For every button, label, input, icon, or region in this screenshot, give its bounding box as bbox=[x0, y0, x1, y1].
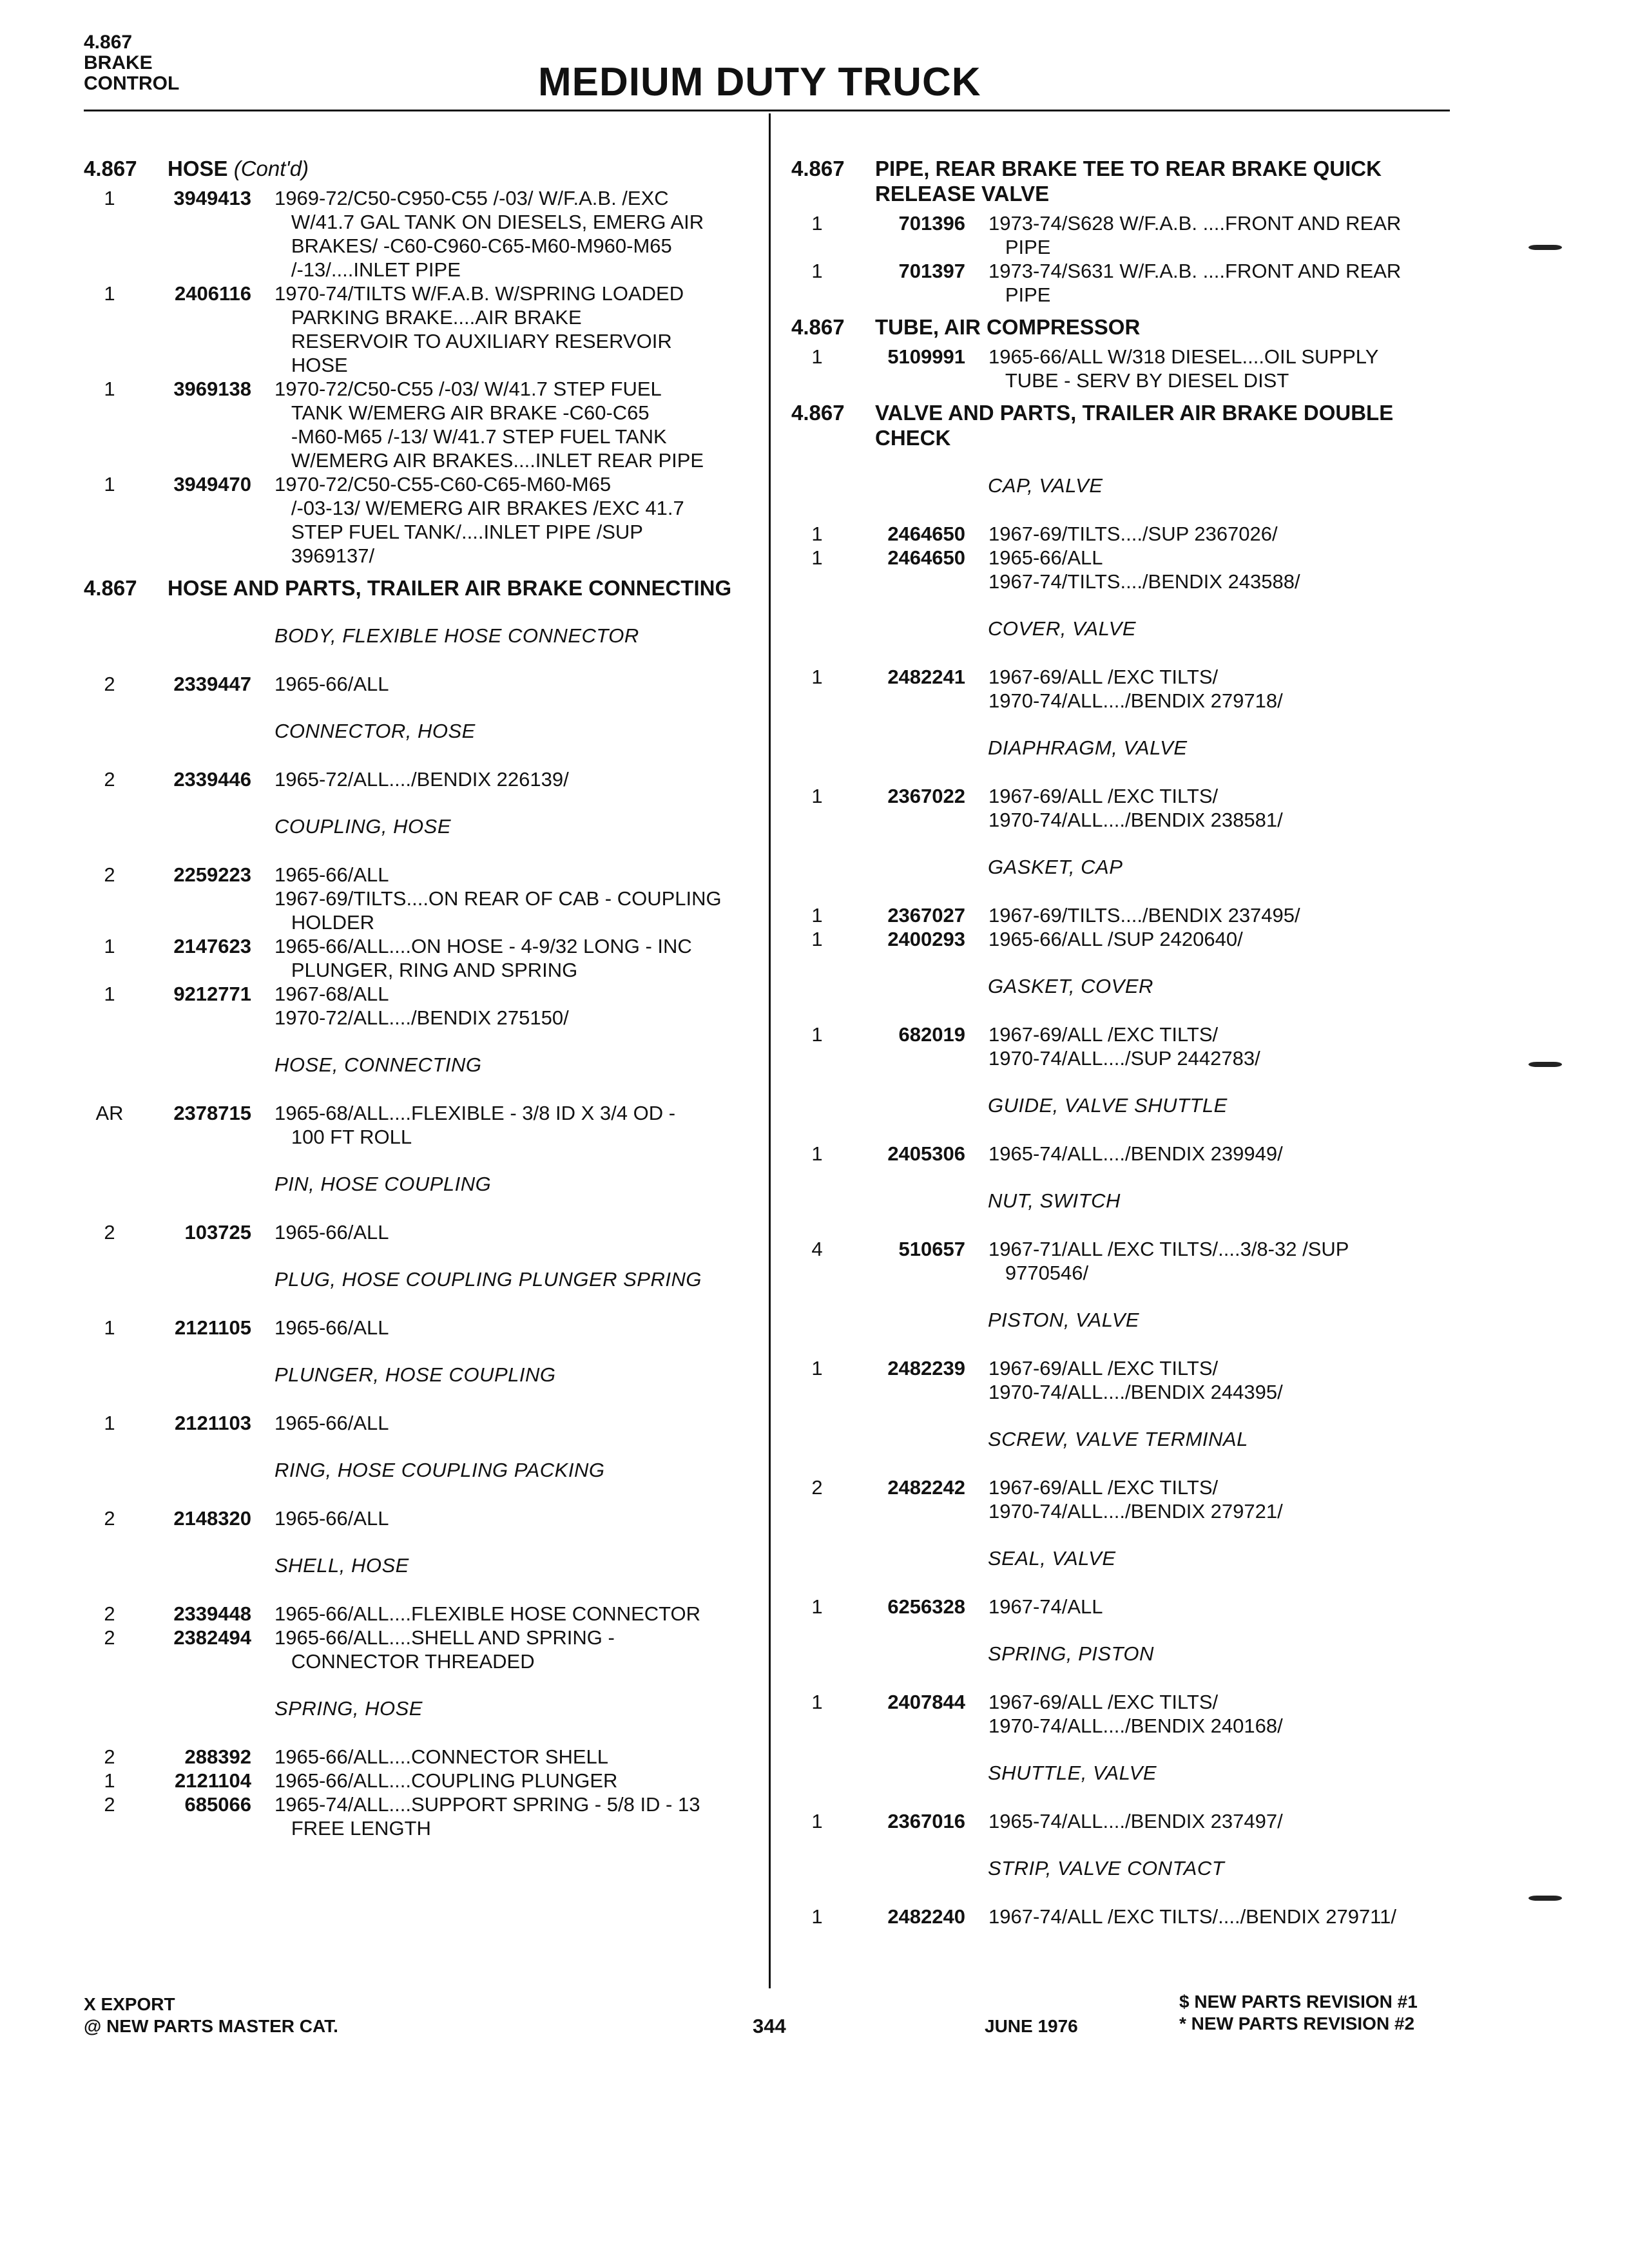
part-number: 2367022 bbox=[887, 785, 965, 807]
part-row bbox=[84, 282, 767, 377]
part-number: 701397 bbox=[898, 260, 965, 282]
section-label bbox=[84, 32, 179, 94]
part-number: 2464650 bbox=[887, 523, 965, 545]
part-subheading: CONNECTOR, HOSE bbox=[275, 720, 476, 742]
part-quantity: 2 bbox=[104, 1507, 115, 1530]
part-number: 2482242 bbox=[887, 1476, 965, 1499]
part-description: 1967-74/ALL /EXC TILTS/..../BENDIX 279711/ bbox=[988, 1905, 1396, 1928]
part-subheading: PLUG, HOSE COUPLING PLUNGER SPRING bbox=[275, 1268, 702, 1291]
part-number: 2148320 bbox=[173, 1507, 251, 1530]
part-row bbox=[84, 934, 767, 982]
part-number: 2378715 bbox=[173, 1102, 251, 1124]
part-subheading: GASKET, CAP bbox=[988, 856, 1123, 878]
part-description: 1965-66/ALL....SHELL AND SPRING - CONNECTOR THREADED bbox=[275, 1626, 615, 1673]
part-number: 2406116 bbox=[175, 282, 251, 305]
part-quantity: 1 bbox=[104, 378, 115, 400]
part-subheading: PIN, HOSE COUPLING bbox=[275, 1173, 492, 1195]
part-quantity: 1 bbox=[811, 785, 823, 807]
part-row bbox=[84, 472, 767, 568]
part-quantity: 1 bbox=[811, 1023, 823, 1046]
section-heading-name bbox=[168, 156, 767, 181]
part-row bbox=[84, 767, 767, 791]
part-number: 2482241 bbox=[887, 666, 965, 688]
section-heading-code: 4.867 bbox=[791, 157, 845, 180]
part-quantity: 1 bbox=[811, 260, 823, 282]
part-description: 1965-66/ALL bbox=[275, 1316, 389, 1339]
part-quantity: 2 bbox=[104, 1221, 115, 1244]
part-description: 1967-74/ALL bbox=[988, 1595, 1103, 1618]
right-column bbox=[791, 148, 1455, 1928]
part-description: 1967-69/ALL /EXC TILTS/ 1970-74/ALL..../BENDIX 244395/ bbox=[988, 1357, 1283, 1403]
part-description: 1965-66/ALL....FLEXIBLE HOSE CONNECTOR bbox=[275, 1602, 701, 1625]
part-description: 1965-66/ALL bbox=[275, 1412, 389, 1434]
part-quantity: 1 bbox=[104, 1412, 115, 1434]
part-row bbox=[791, 1905, 1455, 1928]
part-description: 1965-74/ALL..../BENDIX 237497/ bbox=[988, 1810, 1283, 1832]
part-number: 2400293 bbox=[887, 928, 965, 950]
part-description: 1970-74/TILTS W/F.A.B. W/SPRING LOADED PARKING BRAKE....AIR BRAKE RESERVOIR TO AUXILIARY RESERVOIR HOSE bbox=[275, 282, 684, 376]
part-quantity: 1 bbox=[104, 282, 115, 305]
left-column bbox=[84, 148, 767, 1840]
part-quantity: 4 bbox=[811, 1238, 823, 1260]
section-heading bbox=[791, 314, 1455, 340]
part-row bbox=[791, 1023, 1455, 1070]
part-row bbox=[791, 522, 1455, 546]
part-description: 1967-69/ALL /EXC TILTS/ 1970-74/ALL..../BENDIX 238581/ bbox=[988, 785, 1283, 831]
footer-revision-2: * NEW PARTS REVISION #2 bbox=[1179, 2013, 1415, 2033]
section-heading-name bbox=[875, 156, 1455, 206]
part-description: 1965-66/ALL bbox=[275, 673, 389, 695]
section-heading-name bbox=[875, 400, 1455, 450]
part-number: 2121103 bbox=[175, 1412, 251, 1434]
part-subheading: COUPLING, HOSE bbox=[275, 815, 451, 838]
margin-mark bbox=[1528, 1062, 1562, 1067]
page-title: MEDIUM DUTY TRUCK bbox=[538, 60, 981, 104]
page-number: 344 bbox=[753, 2015, 786, 2037]
part-number: 2339448 bbox=[173, 1602, 251, 1625]
part-subheading: RING, HOSE COUPLING PACKING bbox=[275, 1459, 605, 1481]
part-description: 1967-69/ALL /EXC TILTS/ 1970-74/ALL..../SUP 2442783/ bbox=[988, 1023, 1260, 1070]
part-quantity: 2 bbox=[104, 1602, 115, 1625]
footer-notes bbox=[84, 1994, 338, 2037]
part-row bbox=[84, 1411, 767, 1435]
part-quantity: 1 bbox=[104, 983, 115, 1005]
part-description: 1965-74/ALL..../BENDIX 239949/ bbox=[988, 1142, 1283, 1165]
part-row bbox=[84, 186, 767, 282]
part-description: 1967-69/TILTS..../SUP 2367026/ bbox=[988, 523, 1278, 545]
footer-revisions bbox=[1179, 1991, 1418, 2035]
part-quantity: 1 bbox=[104, 935, 115, 957]
part-row bbox=[84, 1220, 767, 1244]
part-subheading: GUIDE, VALVE SHUTTLE bbox=[988, 1094, 1228, 1117]
part-description: 1965-68/ALL....FLEXIBLE - 3/8 ID X 3/4 OD - 100 FT ROLL bbox=[275, 1102, 676, 1148]
part-number: 9212771 bbox=[173, 983, 251, 1005]
part-quantity: 1 bbox=[811, 345, 823, 368]
part-number: 2121104 bbox=[175, 1769, 251, 1792]
part-description: 1967-69/TILTS..../BENDIX 237495/ bbox=[988, 904, 1300, 927]
part-quantity: 1 bbox=[811, 1357, 823, 1379]
part-row bbox=[791, 1475, 1455, 1523]
part-description: 1965-66/ALL 1967-69/TILTS....ON REAR OF CAB - COUPLING HOLDER bbox=[275, 863, 722, 934]
part-quantity: 2 bbox=[104, 1626, 115, 1649]
part-row bbox=[791, 927, 1455, 951]
part-row bbox=[84, 863, 767, 934]
part-description: 1967-68/ALL 1970-72/ALL..../BENDIX 275150/ bbox=[275, 983, 569, 1029]
part-subheading: PISTON, VALVE bbox=[988, 1309, 1140, 1331]
part-subheading: NUT, SWITCH bbox=[988, 1189, 1121, 1212]
part-quantity: 2 bbox=[811, 1476, 823, 1499]
footer-date: JUNE 1976 bbox=[985, 2016, 1078, 2036]
part-subheading: PLUNGER, HOSE COUPLING bbox=[275, 1363, 556, 1386]
part-number: 701396 bbox=[898, 212, 965, 235]
section-heading-name bbox=[168, 575, 767, 601]
part-quantity: 1 bbox=[811, 523, 823, 545]
part-description: 1967-69/ALL /EXC TILTS/ 1970-74/ALL..../BENDIX 279721/ bbox=[988, 1476, 1283, 1523]
part-subheading: SPRING, HOSE bbox=[275, 1697, 423, 1720]
part-quantity: 1 bbox=[811, 666, 823, 688]
part-row bbox=[84, 1769, 767, 1792]
part-quantity: 1 bbox=[811, 1691, 823, 1713]
part-row bbox=[791, 1595, 1455, 1619]
part-description: 1965-74/ALL....SUPPORT SPRING - 5/8 ID - 13 FREE LENGTH bbox=[275, 1793, 700, 1840]
part-subheading: GASKET, COVER bbox=[988, 975, 1153, 997]
part-number: 2339446 bbox=[173, 768, 251, 791]
part-number: 2339447 bbox=[173, 673, 251, 695]
part-quantity: 1 bbox=[811, 1810, 823, 1832]
part-description: 1967-69/ALL /EXC TILTS/ 1970-74/ALL..../BENDIX 240168/ bbox=[988, 1691, 1283, 1737]
section-code: 4.867 bbox=[84, 32, 133, 53]
part-quantity: 2 bbox=[104, 863, 115, 886]
section-heading-code: 4.867 bbox=[791, 401, 845, 425]
part-description: 1965-72/ALL..../BENDIX 226139/ bbox=[275, 768, 569, 791]
part-row bbox=[84, 672, 767, 696]
part-row bbox=[791, 259, 1455, 307]
section-heading-code: 4.867 bbox=[84, 576, 137, 600]
part-row bbox=[791, 1142, 1455, 1166]
section-heading-title: VALVE AND PARTS, TRAILER AIR BRAKE DOUBLE CHECK bbox=[875, 401, 1394, 450]
part-quantity: 1 bbox=[811, 1142, 823, 1165]
part-subheading: SHELL, HOSE bbox=[275, 1554, 409, 1577]
part-row bbox=[791, 903, 1455, 927]
part-number: 685066 bbox=[184, 1793, 251, 1816]
part-subheading: HOSE, CONNECTING bbox=[275, 1053, 482, 1076]
part-description: 1970-72/C50-C55-C60-C65-M60-M65 /-03-13/ W/EMERG AIR BRAKES /EXC 41.7 STEP FUEL TANK/....INLET PIPE /SUP 3969137/ bbox=[275, 473, 684, 567]
part-number: 2382494 bbox=[173, 1626, 251, 1649]
part-quantity: 1 bbox=[811, 546, 823, 569]
part-subheading: DIAPHRAGM, VALVE bbox=[988, 736, 1188, 759]
part-number: 2147623 bbox=[173, 935, 251, 957]
part-quantity: 2 bbox=[104, 1745, 115, 1768]
margin-mark bbox=[1528, 245, 1562, 250]
part-subheading: STRIP, VALVE CONTACT bbox=[988, 1857, 1225, 1879]
part-row bbox=[791, 784, 1455, 832]
section-heading-name bbox=[875, 314, 1455, 340]
part-description: 1970-72/C50-C55 /-03/ W/41.7 STEP FUEL TANK W/EMERG AIR BRAKE -C60-C65 -M60-M65 /-13/ W/41.7 STEP FUEL TANK W/EMERG AIR BRAKES....INLET REAR PIPE bbox=[275, 378, 704, 472]
part-row bbox=[84, 1602, 767, 1626]
part-row bbox=[84, 1506, 767, 1530]
part-subheading: SCREW, VALVE TERMINAL bbox=[988, 1428, 1248, 1450]
part-number: 2482240 bbox=[887, 1905, 965, 1928]
part-description: 1965-66/ALL W/318 DIESEL....OIL SUPPLY TUBE - SERV BY DIESEL DIST bbox=[988, 345, 1379, 392]
part-row bbox=[84, 1101, 767, 1149]
part-subheading: BODY, FLEXIBLE HOSE CONNECTOR bbox=[275, 624, 639, 647]
part-quantity: 1 bbox=[104, 473, 115, 495]
section-heading bbox=[791, 400, 1455, 450]
part-quantity: 2 bbox=[104, 673, 115, 695]
part-quantity: 1 bbox=[811, 904, 823, 927]
section-heading-code: 4.867 bbox=[84, 157, 137, 180]
part-description: 1967-69/ALL /EXC TILTS/ 1970-74/ALL..../BENDIX 279718/ bbox=[988, 666, 1283, 712]
part-number: 2482239 bbox=[887, 1357, 965, 1379]
part-subheading: SEAL, VALVE bbox=[988, 1547, 1116, 1570]
part-row bbox=[84, 377, 767, 472]
section-label-line2: CONTROL bbox=[84, 73, 180, 94]
part-number: 510657 bbox=[898, 1238, 965, 1260]
part-row bbox=[791, 1809, 1455, 1833]
part-number: 5109991 bbox=[887, 345, 965, 368]
part-number: 6256328 bbox=[887, 1595, 965, 1618]
section-heading-continued: (Cont'd) bbox=[233, 157, 309, 180]
footer-revision-1: $ NEW PARTS REVISION #1 bbox=[1179, 1992, 1418, 2012]
part-number: 2367027 bbox=[887, 904, 965, 927]
part-description: 1973-74/S631 W/F.A.B. ....FRONT AND REAR PIPE bbox=[988, 260, 1402, 306]
part-row bbox=[791, 1237, 1455, 1285]
part-number: 2407844 bbox=[887, 1691, 965, 1713]
part-number: 288392 bbox=[184, 1745, 251, 1768]
part-description: 1965-66/ALL....ON HOSE - 4-9/32 LONG - INC PLUNGER, RING AND SPRING bbox=[275, 935, 692, 981]
section-heading-code: 4.867 bbox=[791, 315, 845, 339]
footer-export-note: X EXPORT bbox=[84, 1994, 175, 2014]
part-number: 2405306 bbox=[887, 1142, 965, 1165]
section-heading-title: HOSE bbox=[168, 157, 228, 180]
footer-master-cat-note: @ NEW PARTS MASTER CAT. bbox=[84, 2016, 338, 2036]
part-row bbox=[791, 665, 1455, 713]
part-description: 1969-72/C50-C950-C55 /-03/ W/F.A.B. /EXC W/41.7 GAL TANK ON DIESELS, EMERG AIR BRAKES/ -C60-C960-C65-M60-M960-M65 /-13/....INLET PIPE bbox=[275, 187, 704, 281]
section-heading bbox=[84, 156, 767, 181]
part-number: 2367016 bbox=[887, 1810, 965, 1832]
part-row bbox=[84, 1626, 767, 1673]
section-heading bbox=[84, 575, 767, 601]
part-row bbox=[791, 1690, 1455, 1738]
part-number: 682019 bbox=[898, 1023, 965, 1046]
part-description: 1965-66/ALL bbox=[275, 1507, 389, 1530]
part-row bbox=[84, 982, 767, 1030]
part-description: 1973-74/S628 W/F.A.B. ....FRONT AND REAR PIPE bbox=[988, 212, 1402, 258]
part-row bbox=[84, 1316, 767, 1340]
part-quantity: 1 bbox=[104, 1769, 115, 1792]
section-heading-title: PIPE, REAR BRAKE TEE TO REAR BRAKE QUICK RELEASE VALVE bbox=[875, 157, 1382, 206]
part-row bbox=[791, 345, 1455, 392]
part-quantity: 1 bbox=[811, 1595, 823, 1618]
part-subheading: SHUTTLE, VALVE bbox=[988, 1762, 1157, 1784]
part-description: 1965-66/ALL....CONNECTOR SHELL bbox=[275, 1745, 609, 1768]
part-row bbox=[791, 546, 1455, 593]
part-quantity: 1 bbox=[104, 187, 115, 209]
part-number: 2121105 bbox=[175, 1316, 251, 1339]
part-number: 3949470 bbox=[173, 473, 251, 495]
margin-mark bbox=[1528, 1896, 1562, 1901]
part-quantity: 2 bbox=[104, 768, 115, 791]
part-number: 2464650 bbox=[887, 546, 965, 569]
part-description: 1965-66/ALL....COUPLING PLUNGER bbox=[275, 1769, 618, 1792]
part-description: 1965-66/ALL bbox=[275, 1221, 389, 1244]
part-subheading: SPRING, PISTON bbox=[988, 1642, 1154, 1665]
part-quantity: 1 bbox=[811, 212, 823, 235]
part-row bbox=[84, 1792, 767, 1840]
part-description: 1965-66/ALL /SUP 2420640/ bbox=[988, 928, 1243, 950]
part-number: 3949413 bbox=[173, 187, 251, 209]
part-number: 3969138 bbox=[173, 378, 251, 400]
part-row bbox=[84, 1745, 767, 1769]
part-description: 1967-71/ALL /EXC TILTS/....3/8-32 /SUP 9770546/ bbox=[988, 1238, 1349, 1284]
part-quantity: 1 bbox=[811, 928, 823, 950]
part-quantity: 1 bbox=[104, 1316, 115, 1339]
part-number: 2259223 bbox=[173, 863, 251, 886]
part-quantity: AR bbox=[95, 1102, 124, 1124]
section-heading-title: HOSE AND PARTS, TRAILER AIR BRAKE CONNECTING bbox=[168, 576, 732, 600]
part-description: 1965-66/ALL 1967-74/TILTS..../BENDIX 243588/ bbox=[988, 546, 1300, 593]
section-heading-title: TUBE, AIR COMPRESSOR bbox=[875, 315, 1141, 339]
header-rule bbox=[84, 110, 1450, 111]
part-row bbox=[791, 211, 1455, 259]
part-quantity: 2 bbox=[104, 1793, 115, 1816]
column-divider bbox=[769, 113, 771, 1988]
part-subheading: COVER, VALVE bbox=[988, 617, 1136, 640]
section-heading bbox=[791, 156, 1455, 206]
part-subheading: CAP, VALVE bbox=[988, 474, 1103, 497]
part-quantity: 1 bbox=[811, 1905, 823, 1928]
part-row bbox=[791, 1356, 1455, 1404]
part-number: 103725 bbox=[184, 1221, 251, 1244]
section-label-line1: BRAKE bbox=[84, 52, 153, 73]
